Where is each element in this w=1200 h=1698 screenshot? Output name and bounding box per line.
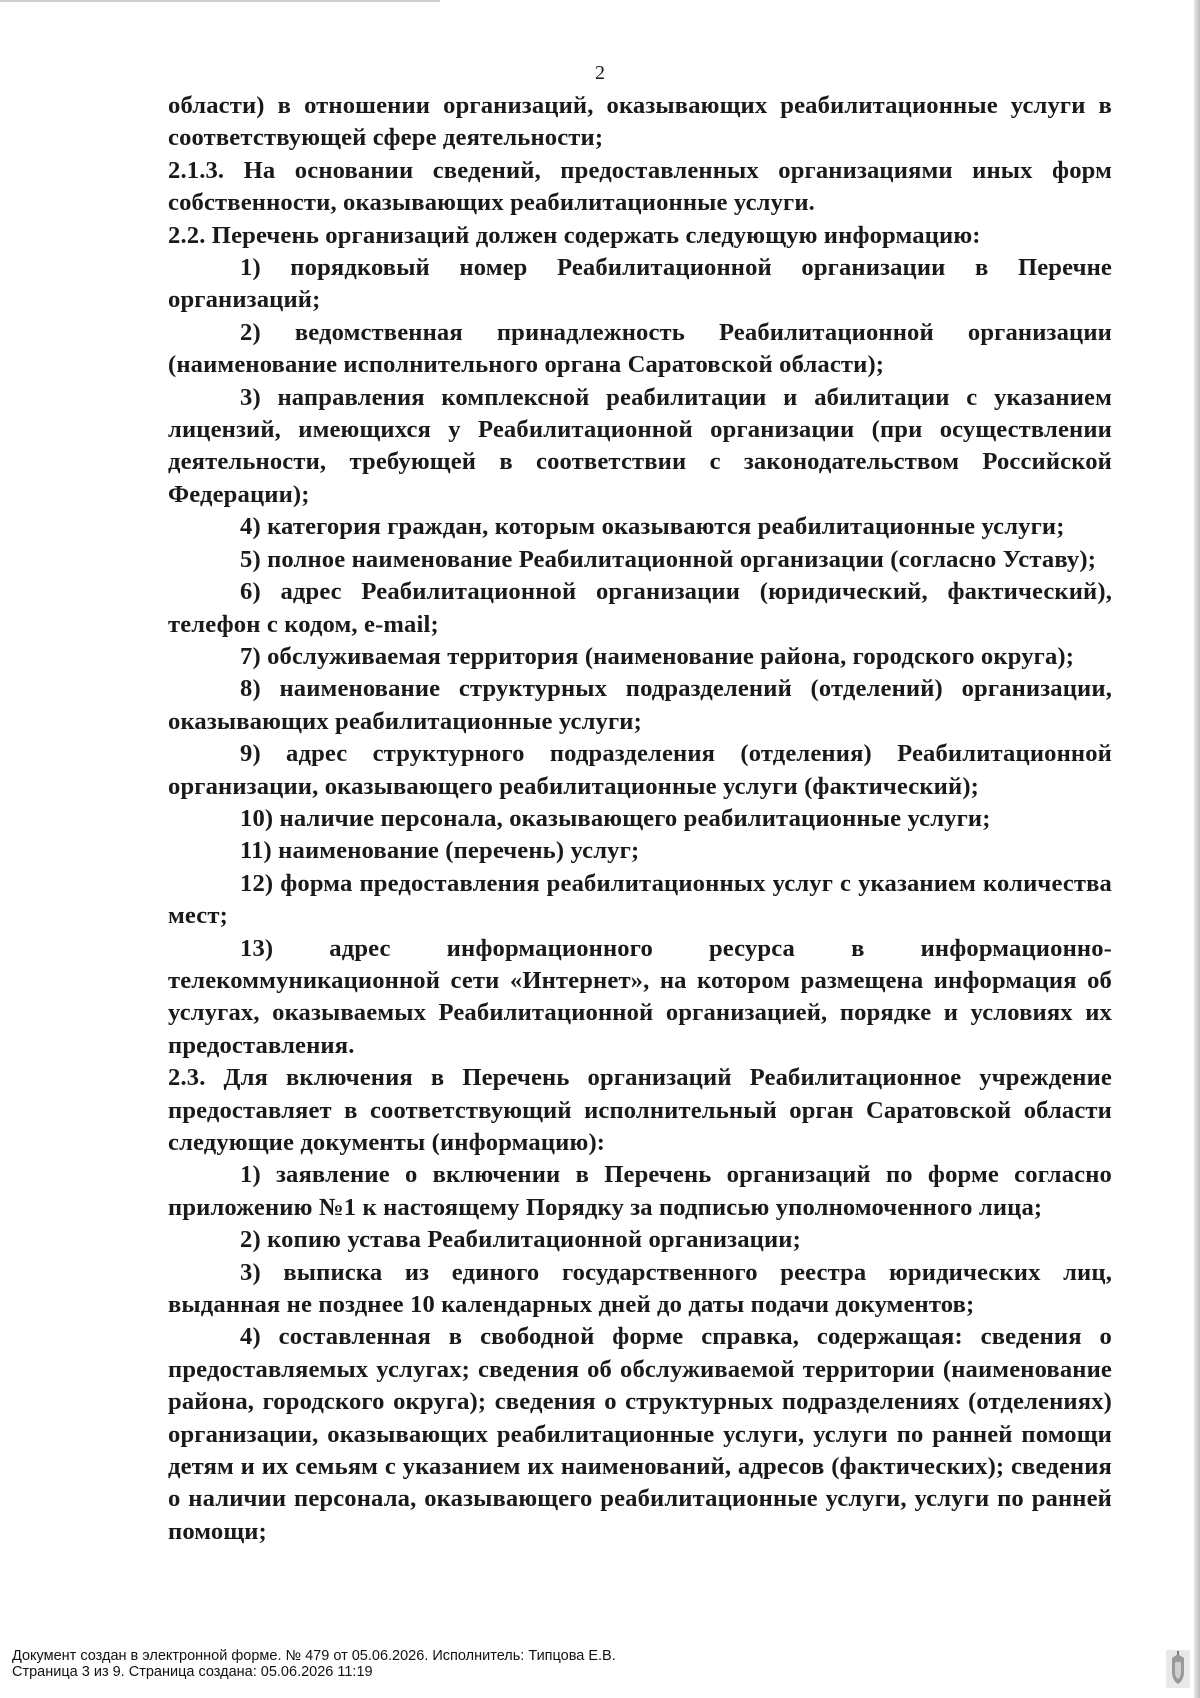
paragraph: 2.1.3. На основании сведений, предоставленных организациями иных форм собственности, оказывающих реабилитационные услуги. [168, 156, 1112, 217]
paragraph: 1) заявление о включении в Перечень организаций по форме согласно приложению №1 к настоящему Порядку за подписью уполномоченного лица; [168, 1161, 1112, 1221]
paragraph: 2.2. Перечень организаций должен содержать следующую информацию: [168, 221, 981, 249]
paragraph: 4) категория граждан, которым оказываются реабилитационные услуги; [240, 513, 1065, 541]
paragraph: 2) копию устава Реабилитационной организации; [240, 1226, 801, 1254]
footer-line-page-info: Страница 3 из 9. Страница создана: 05.06.2026 11:19 [12, 1664, 373, 1680]
paragraph: 6) адрес Реабилитационной организации (юридический, фактический), телефон с кодом, e-mail; [168, 578, 1112, 638]
paragraph: 12) форма предоставления реабилитационных услуг с указанием количества мест; [168, 869, 1112, 930]
paragraph: 3) выписка из единого государственного реестра юридических лиц, выданная не позднее 10 календарных дней до даты подачи документов; [168, 1258, 1112, 1319]
paragraph: области) в отношении организаций, оказывающих реабилитационные услуги в соответствующей сфере деятельности; [168, 92, 1112, 152]
page-edge-shadow [1194, 0, 1200, 1698]
document-body [168, 90, 1112, 1548]
paragraph: 4) составленная в свободной форме справка, содержащая: сведения о предоставляемых услугах; сведения об обслуживаемой территории (наименование района, городского округа); сведения о структурных подразделениях (отделениях) организации, оказывающих реабилитационные услуги, услуги по ранней помощи детям и их семьям с указанием их наименований, адресов (фактических); сведения о наличии персонала, оказывающего реабилитационные услуги, услуги по ранней помощи; [168, 1323, 1112, 1545]
paragraph: 7) обслуживаемая территория (наименование района, городского округа); [240, 642, 1075, 670]
footer-line-document-info: Документ создан в электронной форме. № 479 от 05.06.2026. Исполнитель: Типцова Е.В. [12, 1648, 616, 1664]
paragraph: 10) наличие персонала, оказывающего реабилитационные услуги; [240, 804, 991, 832]
paragraph: 11) наименование (перечень) услуг; [240, 837, 640, 865]
coat-of-arms-icon [1166, 1650, 1190, 1688]
paragraph: 1) порядковый номер Реабилитационной организации в Перечне организаций; [168, 254, 1112, 314]
paragraph: 13) адрес информационного ресурса в информационно-телекоммуникационной сети «Интернет», на котором размещена информация об услугах, оказываемых Реабилитационной организацией, порядке и условиях их предоставления. [168, 934, 1112, 1059]
paragraph: 8) наименование структурных подразделений (отделений) организации, оказывающих реабилитационные услуги; [168, 675, 1112, 735]
paragraph: 3) направления комплексной реабилитации и абилитации с указанием лицензий, имеющихся у Реабилитационной организации (при осуществлении деятельности, требующей в соответствии с законодательством Российской Федерации); [168, 383, 1112, 508]
page-number: 2 [595, 62, 605, 84]
scan-artifact-line [0, 0, 440, 2]
paragraph: 2) ведомственная принадлежность Реабилитационной организации (наименование исполнительного органа Саратовской области); [168, 318, 1112, 379]
document-footer [12, 1648, 1112, 1680]
paragraph: 2.3. Для включения в Перечень организаций Реабилитационное учреждение предоставляет в соответствующий исполнительный орган Саратовской области следующие документы (информацию): [168, 1064, 1112, 1156]
paragraph: 9) адрес структурного подразделения (отделения) Реабилитационной организации, оказывающего реабилитационные услуги (фактический); [168, 740, 1112, 800]
paragraph: 5) полное наименование Реабилитационной организации (согласно Уставу); [240, 545, 1097, 573]
